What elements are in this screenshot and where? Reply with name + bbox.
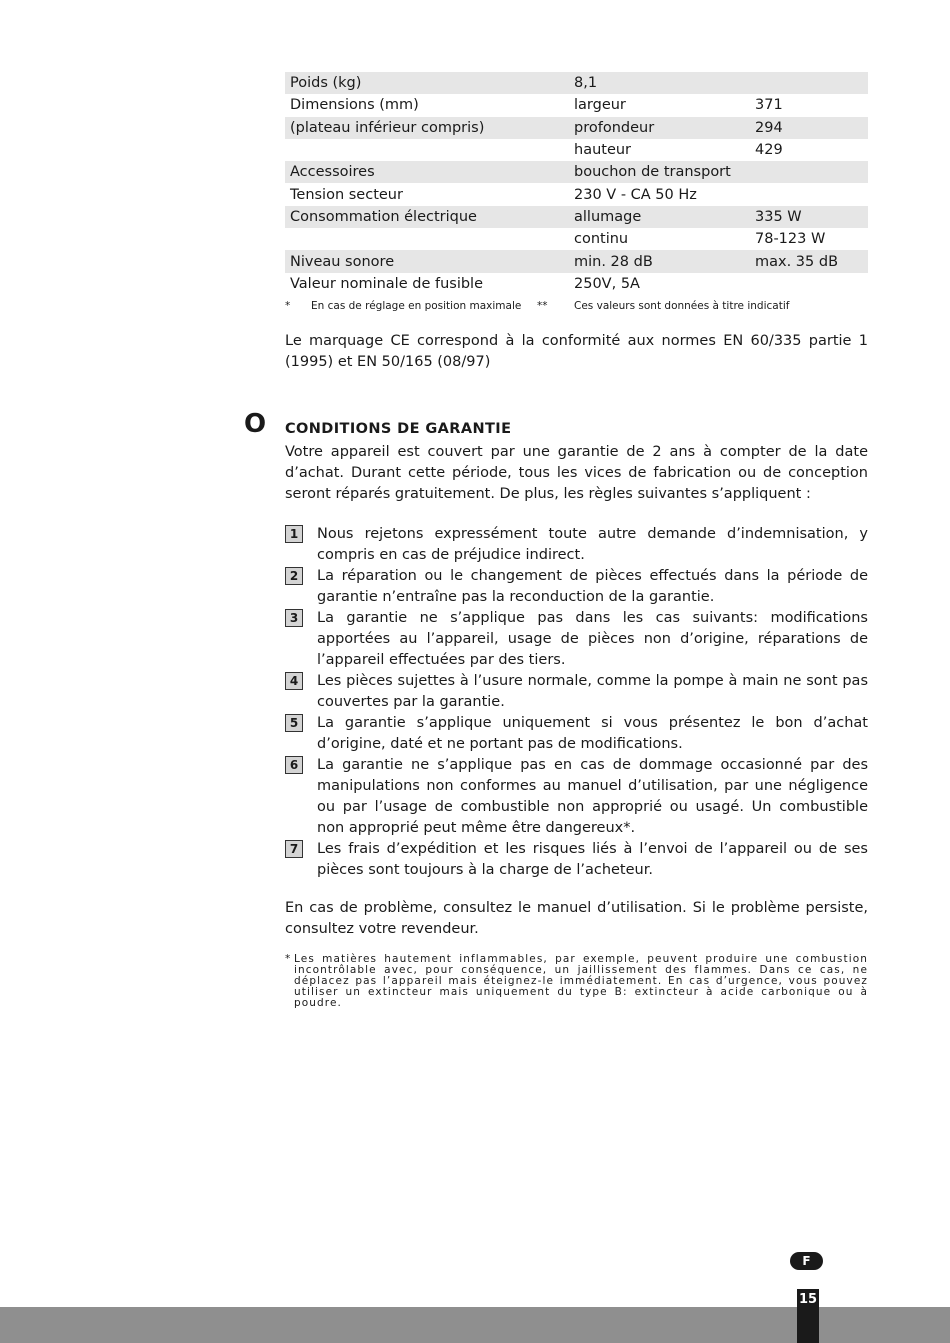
item-text: La garantie ne s’applique pas dans les cas suivants: modifications apportées au l’appareil, usage de pièces non d’origine, réparations de l’appareil effectuées par des tiers.	[317, 610, 868, 668]
spec-value: largeur	[574, 97, 626, 114]
footnote	[285, 954, 868, 1009]
spec-row	[285, 117, 868, 139]
list-item	[285, 608, 868, 671]
spec-value-extra	[750, 161, 868, 183]
item-text: La garantie s’applique uniquement si vous présentez le bon d’achat d’origine, daté et ne portant pas de modifications.	[317, 715, 868, 752]
list-item	[285, 524, 868, 566]
spec-value: continu	[574, 231, 629, 248]
spec-row	[285, 72, 868, 94]
spec-value: allumage	[569, 206, 750, 228]
language-badge: F	[790, 1252, 823, 1270]
spec-value: 8,1	[569, 72, 750, 94]
spec-value: profondeur	[569, 117, 750, 139]
footnote-marker: *	[285, 953, 292, 965]
item-text: La garantie ne s’applique pas en cas de dommage occasionné par des manipulations non conformes au manuel d’utilisation, par une négligence ou par l’usage de combustible non approprié ou usagé. Un combustible non approprié peut même être dangereux*.	[317, 757, 868, 836]
spec-value-extra: 429	[755, 142, 783, 159]
note-marker: *	[285, 300, 291, 312]
spec-row	[285, 228, 868, 250]
footnote-text: Les matières hautement inflammables, par exemple, peuvent produire une combustion incontrôlable avec, pour conséquence, un jaillissement des flammes. Dans ce cas, ne déplacez pas l’appareil mais éteignez-le immédiatement. En cas d’urgence, vous pouvez utiliser un extincteur mais uniquement du type B: extincteur à acide carbonique ou à poudre.	[294, 953, 868, 1009]
spec-value-extra	[750, 273, 868, 295]
spec-value-extra	[750, 72, 868, 94]
item-text: Nous rejetons expressément toute autre demande d’indemnisation, y compris en cas de préjudice indirect.	[317, 526, 868, 563]
list-item	[285, 713, 868, 755]
section-title: CONDITIONS DE GARANTIE	[285, 421, 512, 437]
item-number-box: 5	[285, 714, 303, 732]
spec-label: Poids (kg)	[285, 72, 569, 94]
spec-value-extra: 294	[750, 117, 868, 139]
spec-value-extra: max. 35 dB	[750, 250, 868, 272]
list-item	[285, 566, 868, 608]
list-item	[285, 839, 868, 881]
spec-value: hauteur	[574, 142, 632, 159]
spec-label: Accessoires	[285, 161, 569, 183]
spec-label: Dimensions (mm)	[290, 97, 419, 114]
note-marker: **	[537, 300, 548, 312]
spec-value-extra: 371	[755, 97, 783, 114]
spec-label: Tension secteur	[290, 186, 403, 203]
item-number-box: 3	[285, 609, 303, 627]
spec-label: Valeur nominale de fusible	[290, 275, 484, 292]
item-text: Les frais d’expédition et les risques liés à l’envoi de l’appareil ou de ses pièces sont toujours à la charge de l’acheteur.	[317, 841, 868, 878]
spec-label: Niveau sonore	[285, 250, 569, 272]
warranty-conditions-list	[285, 524, 868, 881]
list-item	[285, 755, 868, 839]
spec-row	[285, 206, 868, 228]
note-text: En cas de réglage en position maximale	[311, 300, 522, 312]
spec-value: min. 28 dB	[569, 250, 750, 272]
spec-value-extra: 335 W	[750, 206, 868, 228]
spec-label: (plateau inférieur compris)	[285, 117, 569, 139]
item-text: La réparation ou le changement de pièces effectués dans la période de garantie n’entraîne pas la reconduction de la garantie.	[317, 568, 868, 605]
spec-value: bouchon de transport	[569, 161, 750, 183]
item-text: Les pièces sujettes à l’usure normale, comme la pompe à main ne sont pas couvertes par la garantie.	[317, 673, 868, 710]
spec-label: Consommation électrique	[285, 206, 569, 228]
warranty-outro: En cas de problème, consultez le manuel d’utilisation. Si le problème persiste, consultez votre revendeur.	[285, 900, 868, 937]
item-number-box: 1	[285, 525, 303, 543]
spec-row	[285, 250, 868, 272]
spec-value-extra: 78-123 W	[755, 231, 826, 248]
specifications-table	[285, 72, 868, 295]
spec-row	[285, 161, 868, 183]
spec-value: 230 V - CA 50 Hz	[574, 186, 697, 203]
spec-row	[285, 94, 868, 116]
warranty-intro: Votre appareil est couvert par une garantie de 2 ans à compter de la date d’achat. Durant cette période, tous les vices de fabrication ou de conception seront réparés gratuitement. De plus, les règles suivantes s’appliquent :	[285, 444, 868, 502]
spec-value-extra	[750, 183, 868, 205]
spec-row	[285, 183, 868, 205]
spec-row	[285, 139, 868, 161]
spec-label	[285, 139, 569, 161]
section-letter: O	[244, 409, 267, 439]
item-number-box: 2	[285, 567, 303, 585]
page-number: 15	[797, 1289, 819, 1343]
spec-value: 250V, 5A	[574, 275, 640, 292]
spec-row	[285, 273, 868, 295]
spec-label	[285, 228, 569, 250]
note-text: Ces valeurs sont données à titre indicatif	[574, 300, 790, 312]
item-number-box: 7	[285, 840, 303, 858]
item-number-box: 4	[285, 672, 303, 690]
list-item	[285, 671, 868, 713]
ce-marking-paragraph: Le marquage CE correspond à la conformité aux normes EN 60/335 partie 1 (1995) et EN 50/165 (08/97)	[285, 333, 868, 370]
item-number-box: 6	[285, 756, 303, 774]
